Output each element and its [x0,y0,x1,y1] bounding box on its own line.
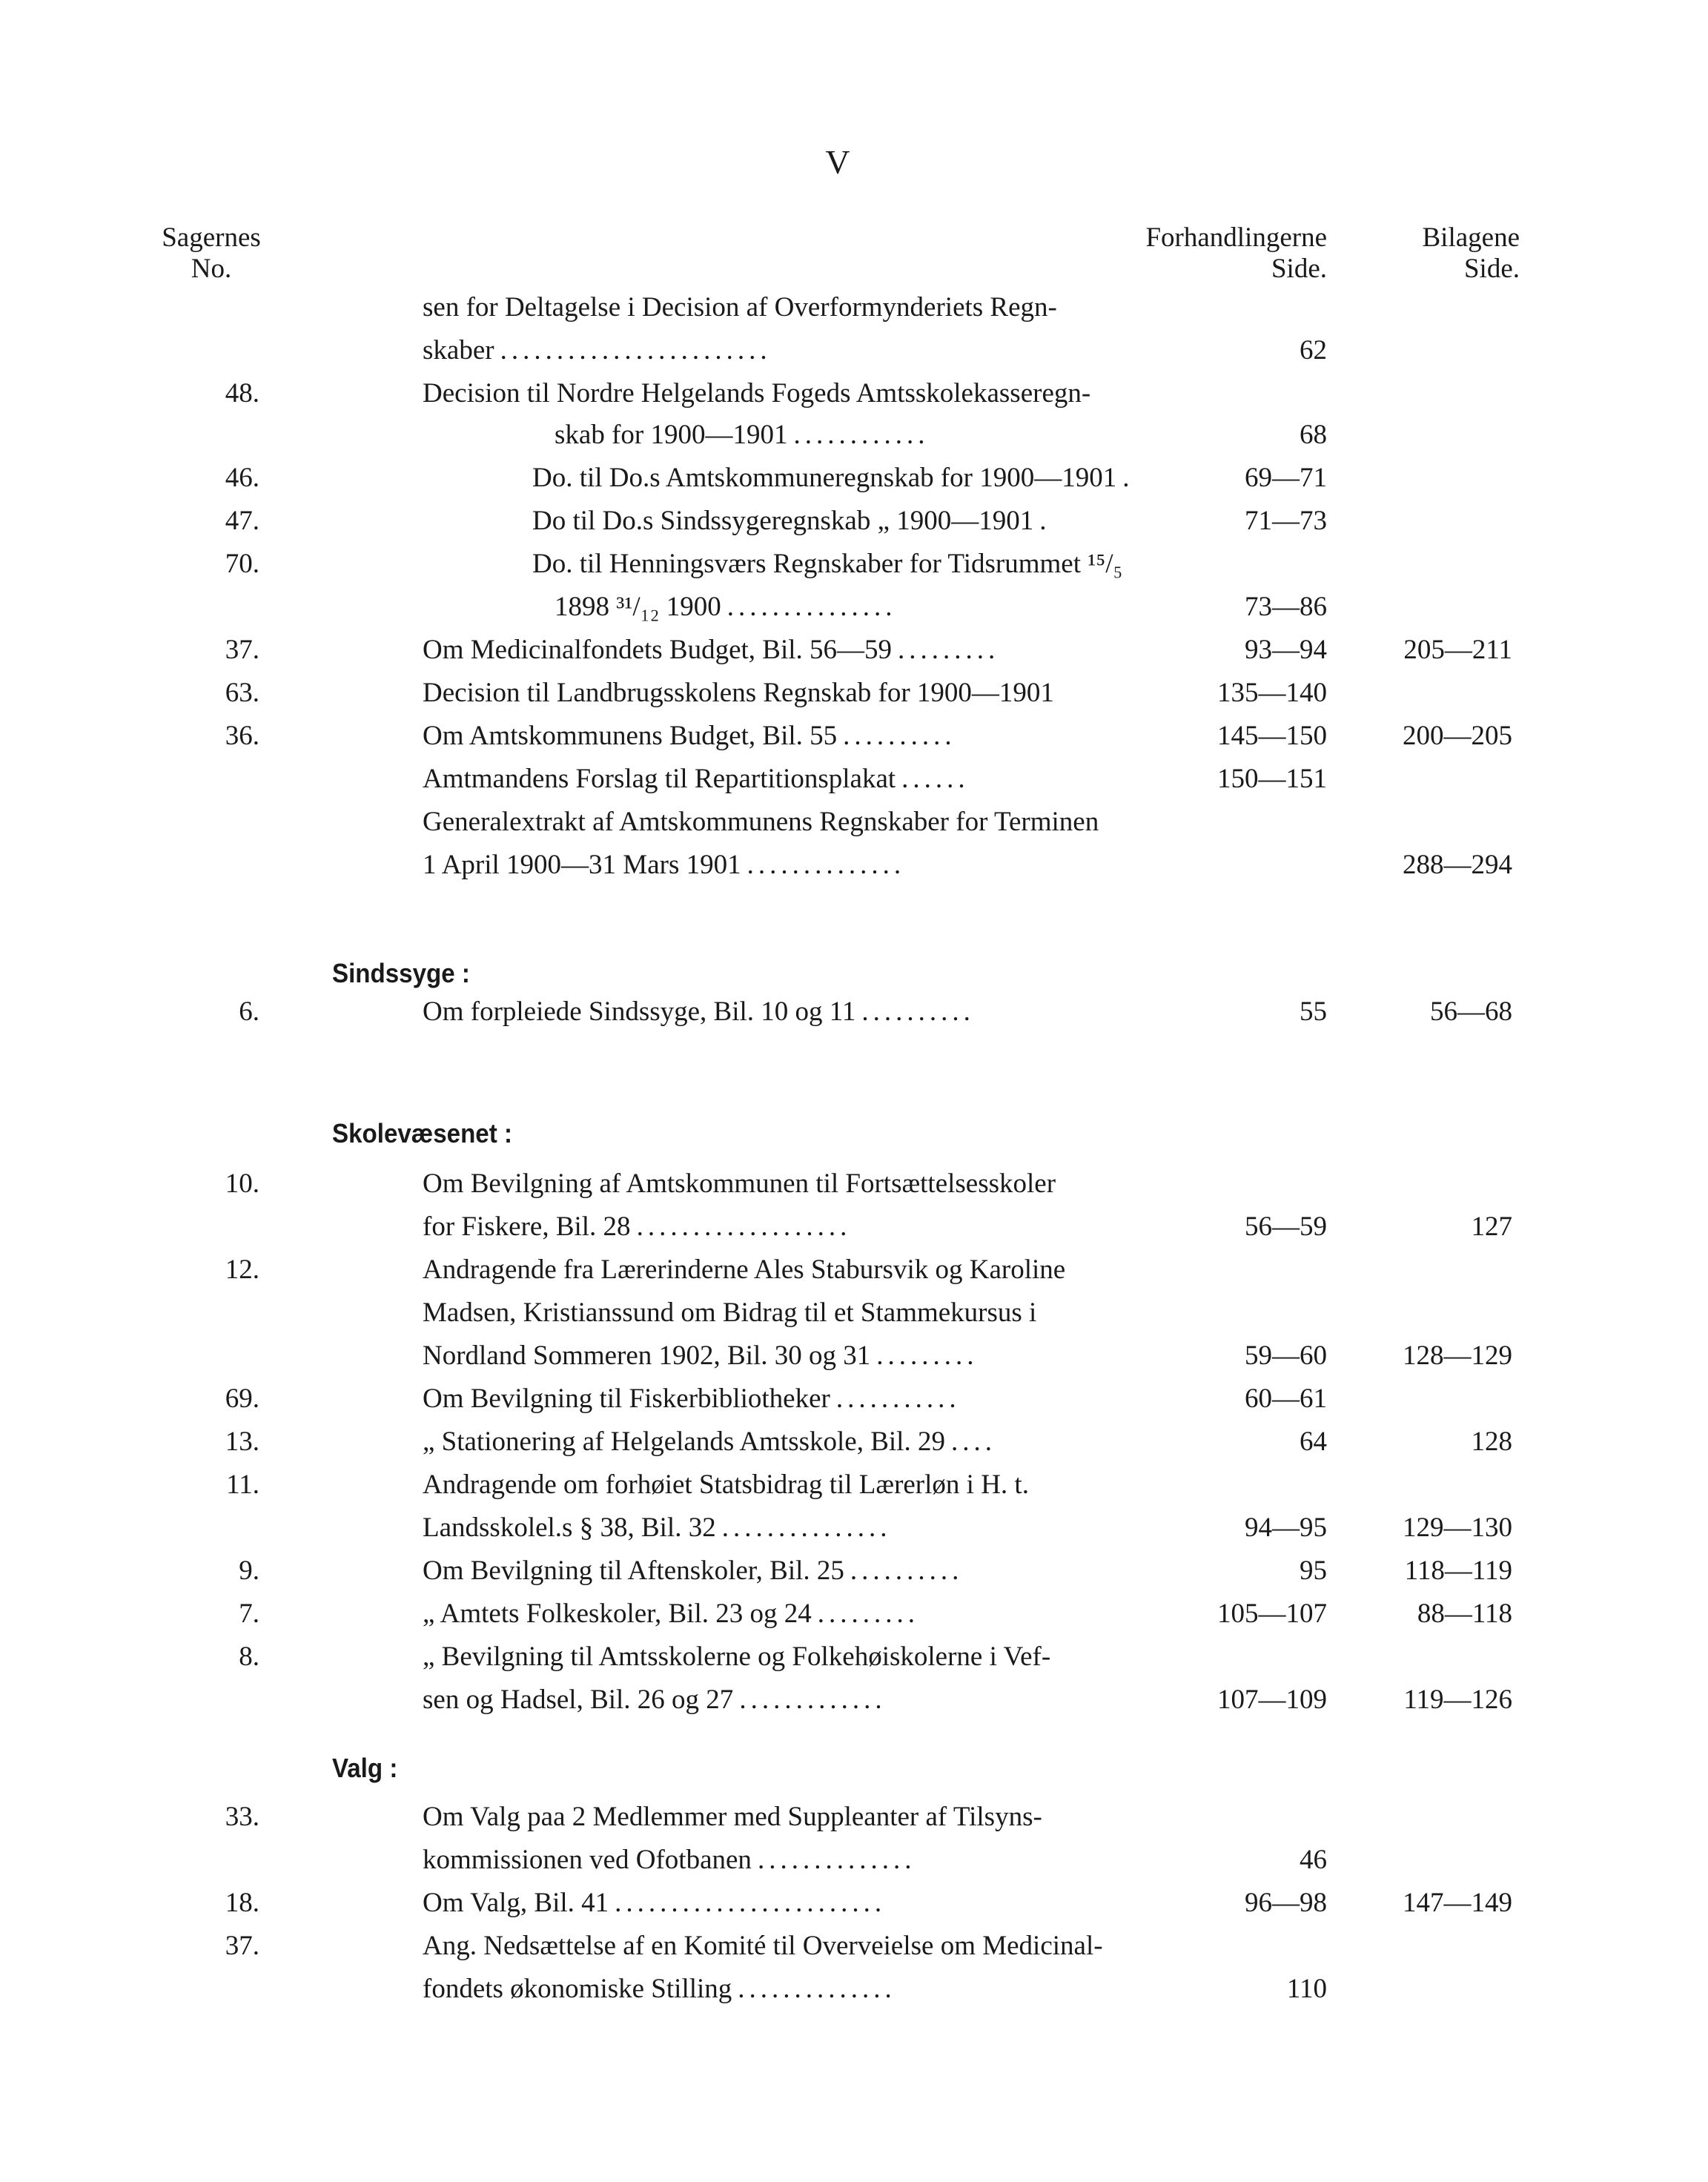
entry-text [423,629,999,672]
entry-title: Om Bevilgning til Fiskerbibliotheker [423,1383,830,1414]
entry-text [423,672,1060,715]
entry-title: „ Stationering af Helgelands Amtsskole, Bil. 29 [423,1426,945,1457]
table-row [0,457,1708,500]
appendix-page: 56—68 [1430,996,1512,1027]
entry-title: Madsen, Kristianssund om Bidrag til et Stammekursus i [423,1297,1037,1328]
table-row [0,1636,1708,1679]
entry-text [423,1507,891,1550]
table-row [0,1679,1708,1722]
entry-text [423,758,970,801]
case-number: 13. [225,1426,259,1457]
table-row [0,1163,1708,1206]
entry-text [423,1421,996,1464]
table-row [0,629,1708,672]
proceedings-page: 62 [1300,335,1327,366]
entry-text [423,1679,887,1722]
proceedings-page: 135—140 [1217,678,1327,708]
appendix-page: 288—294 [1403,850,1512,880]
leader-dots: ................... [636,1211,852,1242]
entry-text [532,457,1134,500]
leader-dots: .............. [738,1974,896,2004]
page-number: V [825,143,850,181]
entry-text [423,286,1063,329]
entry-text [423,715,956,758]
entry-text [423,1292,1042,1335]
proceedings-page: 55 [1300,996,1327,1027]
case-number: 36. [225,721,259,751]
entry-title: Om Amtskommunens Budget, Bil. 55 [423,721,838,751]
proceedings-page: 56—59 [1245,1211,1327,1242]
entry-title: Do til Do.s Sindssygeregnskab „ 1900—1901 [532,506,1034,536]
leader-dots: ......... [876,1340,979,1371]
entry-text [423,1968,896,2011]
entry-text [423,1335,979,1378]
entry-title: skab for 1900—1901 [555,420,788,450]
proceedings-page: 60—61 [1245,1383,1327,1414]
table-row [0,1593,1708,1636]
appendix-page: 129—130 [1403,1512,1512,1543]
entry-title: Nordland Sommeren 1902, Bil. 30 og 31 [423,1340,871,1371]
table-row [0,715,1708,758]
case-number: 8. [239,1642,259,1672]
case-number: 37. [225,1931,259,1961]
entry-title: skaber [423,335,494,366]
leader-dots: ........................ [500,335,772,366]
table-row [0,1464,1708,1507]
proceedings-page: 69—71 [1245,463,1327,493]
entry-title: 1 April 1900—31 Mars 1901 [423,850,741,880]
table-row [0,1796,1708,1839]
entry-title: fondets økonomiske Stilling [423,1974,732,2004]
case-number: 6. [239,996,259,1027]
leader-dots: ............... [726,592,897,622]
leader-dots: .............. [757,1845,916,1875]
case-number: 10. [225,1168,259,1199]
header-case-number-line2: No. [191,254,232,284]
proceedings-page: 64 [1300,1426,1327,1457]
entry-text [555,586,897,629]
entry-title: Do. til Do.s Amtskommuneregnskab for 1900—1901 [532,463,1117,493]
proceedings-page: 110 [1286,1974,1327,2004]
entry-text [423,1925,1109,1968]
entry-text [423,801,1105,844]
appendix-page: 128 [1471,1426,1512,1457]
entry-title: Ang. Nedsættelse af en Komité til Overveielse om Medicinal- [423,1931,1103,1961]
entry-title: Om forpleiede Sindssyge, Bil. 10 og 11 [423,996,856,1027]
table-row [0,1882,1708,1925]
section-skolevaesenet: Skolevæsenet : [332,1118,512,1148]
table-row [0,586,1708,629]
entry-title: „ Amtets Folkeskoler, Bil. 23 og 24 [423,1599,812,1629]
entry-title: Do. til Henningsværs Regnskaber for Tidsrummet ¹⁵/₅ [532,549,1123,579]
entry-text [423,1206,851,1249]
appendix-page: 119—126 [1403,1685,1512,1715]
table-row [0,801,1708,844]
proceedings-page: 95 [1300,1555,1327,1586]
entry-text [423,844,905,887]
table-row [0,1206,1708,1249]
entry-text [423,1550,963,1593]
entry-title: Decision til Nordre Helgelands Fogeds Amtsskolekasseregn- [423,378,1091,409]
entry-text [423,1839,916,1882]
proceedings-page: 68 [1300,420,1327,450]
entry-text [423,1378,961,1421]
entry-text [423,372,1096,415]
proceedings-page: 94—95 [1245,1512,1327,1543]
proceedings-page: 46 [1300,1845,1327,1875]
proceedings-page: 73—86 [1245,592,1327,622]
leader-dots: .......... [850,1555,964,1586]
entry-title: sen for Deltagelse i Decision af Overformynderiets Regn- [423,292,1057,323]
header-appendix-page-line1: Bilagene [1422,222,1520,253]
table-row [0,1421,1708,1464]
entry-title: Andragende om forhøiet Statsbidrag til Lærerløn i H. t. [423,1469,1029,1500]
appendix-page: 147—149 [1403,1888,1512,1918]
entry-title: kommissionen ved Ofotbanen [423,1845,752,1875]
table-row [0,1292,1708,1335]
table-row [0,1378,1708,1421]
leader-dots: ......... [898,635,1000,665]
leader-dots: ............... [721,1512,892,1543]
entry-title: 1898 ³¹/₁₂ 1900 [555,592,721,622]
table-row [0,1839,1708,1882]
entry-text [423,1249,1071,1292]
table-row [0,1335,1708,1378]
header-proceedings-page-line1: Forhandlingerne [1145,222,1327,253]
proceedings-page: 71—73 [1245,506,1327,536]
case-number: 33. [225,1802,259,1832]
table-row [0,758,1708,801]
case-number: 37. [225,635,259,665]
table-row [0,414,1708,457]
entry-title: „ Bevilgning til Amtsskolerne og Folkehøiskolerne i Vef- [423,1642,1051,1672]
entry-title: Om Valg, Bil. 41 [423,1888,609,1918]
entry-text [555,414,929,457]
table-row [0,329,1708,372]
leader-dots: .......... [861,996,975,1027]
entry-title: Landsskolel.s § 38, Bil. 32 [423,1512,716,1543]
proceedings-page: 93—94 [1245,635,1327,665]
table-row [0,1925,1708,1968]
table-row [0,1507,1708,1550]
proceedings-page: 96—98 [1245,1888,1327,1918]
proceedings-page: 150—151 [1217,764,1327,794]
leader-dots: ........................ [615,1888,887,1918]
case-number: 70. [225,549,259,579]
table-row [0,844,1708,887]
table-row [0,372,1708,415]
entry-text [423,1163,1062,1206]
proceedings-page: 145—150 [1217,721,1327,751]
entry-title: Andragende fra Lærerinderne Ales Stabursvik og Karoline [423,1254,1066,1285]
entry-text [423,991,975,1034]
case-number: 47. [225,506,259,536]
leader-dots: ......... [817,1599,919,1629]
table-row [0,672,1708,715]
entry-text [423,1796,1048,1839]
table-row [0,991,1708,1034]
table-row [0,1249,1708,1292]
case-number: 69. [225,1383,259,1414]
entry-text [423,1593,919,1636]
entry-title: Om Medicinalfondets Budget, Bil. 56—59 [423,635,893,665]
entry-title: Om Bevilgning af Amtskommunen til Fortsættelsesskoler [423,1168,1056,1199]
table-row [0,286,1708,329]
appendix-page: 200—205 [1403,721,1512,751]
table-row [0,543,1708,586]
header-proceedings-page [1112,222,1327,285]
leader-dots: ............ [793,420,930,450]
proceedings-page: 105—107 [1217,1599,1327,1629]
leader-dots: ...... [901,764,970,794]
entry-text [532,543,1128,586]
entry-text [423,1882,886,1925]
case-number: 48. [225,378,259,409]
leader-dots: .......... [843,721,956,751]
table-row [0,1968,1708,2011]
entry-title: Generalextrakt af Amtskommunens Regnskaber for Terminen [423,807,1099,837]
leader-dots: .............. [747,850,906,880]
appendix-page: 127 [1471,1211,1512,1242]
leader-dots: ........... [835,1383,961,1414]
case-number: 63. [225,678,259,708]
entry-text [423,329,772,372]
section-valg: Valg : [332,1753,398,1783]
entry-title: for Fiskere, Bil. 28 [423,1211,631,1242]
case-number: 18. [225,1888,259,1918]
appendix-page: 118—119 [1404,1555,1512,1586]
proceedings-page: 107—109 [1217,1685,1327,1715]
entry-title: Om Valg paa 2 Medlemmer med Suppleanter af Tilsyns- [423,1802,1042,1832]
entry-title: Om Bevilgning til Aftenskoler, Bil. 25 [423,1555,844,1586]
appendix-page: 205—211 [1403,635,1512,665]
entry-title: Decision til Landbrugsskolens Regnskab for 1900—1901 [423,678,1054,708]
leader-dots: .... [950,1426,996,1457]
header-case-number [148,222,274,285]
section-sindssyge: Sindssyge : [332,958,470,988]
appendix-page: 128—129 [1403,1340,1512,1371]
proceedings-page: 59—60 [1245,1340,1327,1371]
case-number: 12. [225,1254,259,1285]
entry-text [423,1464,1035,1507]
table-row [0,500,1708,543]
entry-text [532,500,1051,543]
appendix-page: 88—118 [1417,1599,1512,1629]
entry-text [423,1636,1056,1679]
header-appendix-page-line2: Side. [1463,254,1520,284]
case-number: 11. [226,1469,259,1500]
entry-title: sen og Hadsel, Bil. 26 og 27 [423,1685,734,1715]
table-row [0,1550,1708,1593]
case-number: 46. [225,463,259,493]
leader-dots: ............. [739,1685,887,1715]
leader-dots: . [1122,463,1134,493]
case-number: 7. [239,1599,259,1629]
header-case-number-line1: Sagernes [162,222,261,253]
case-number: 9. [239,1555,259,1586]
entry-title: Amtmandens Forslag til Repartitionsplakat [423,764,896,794]
header-proceedings-page-line2: Side. [1271,254,1327,284]
header-appendix-page [1334,222,1520,285]
leader-dots: . [1039,506,1051,536]
